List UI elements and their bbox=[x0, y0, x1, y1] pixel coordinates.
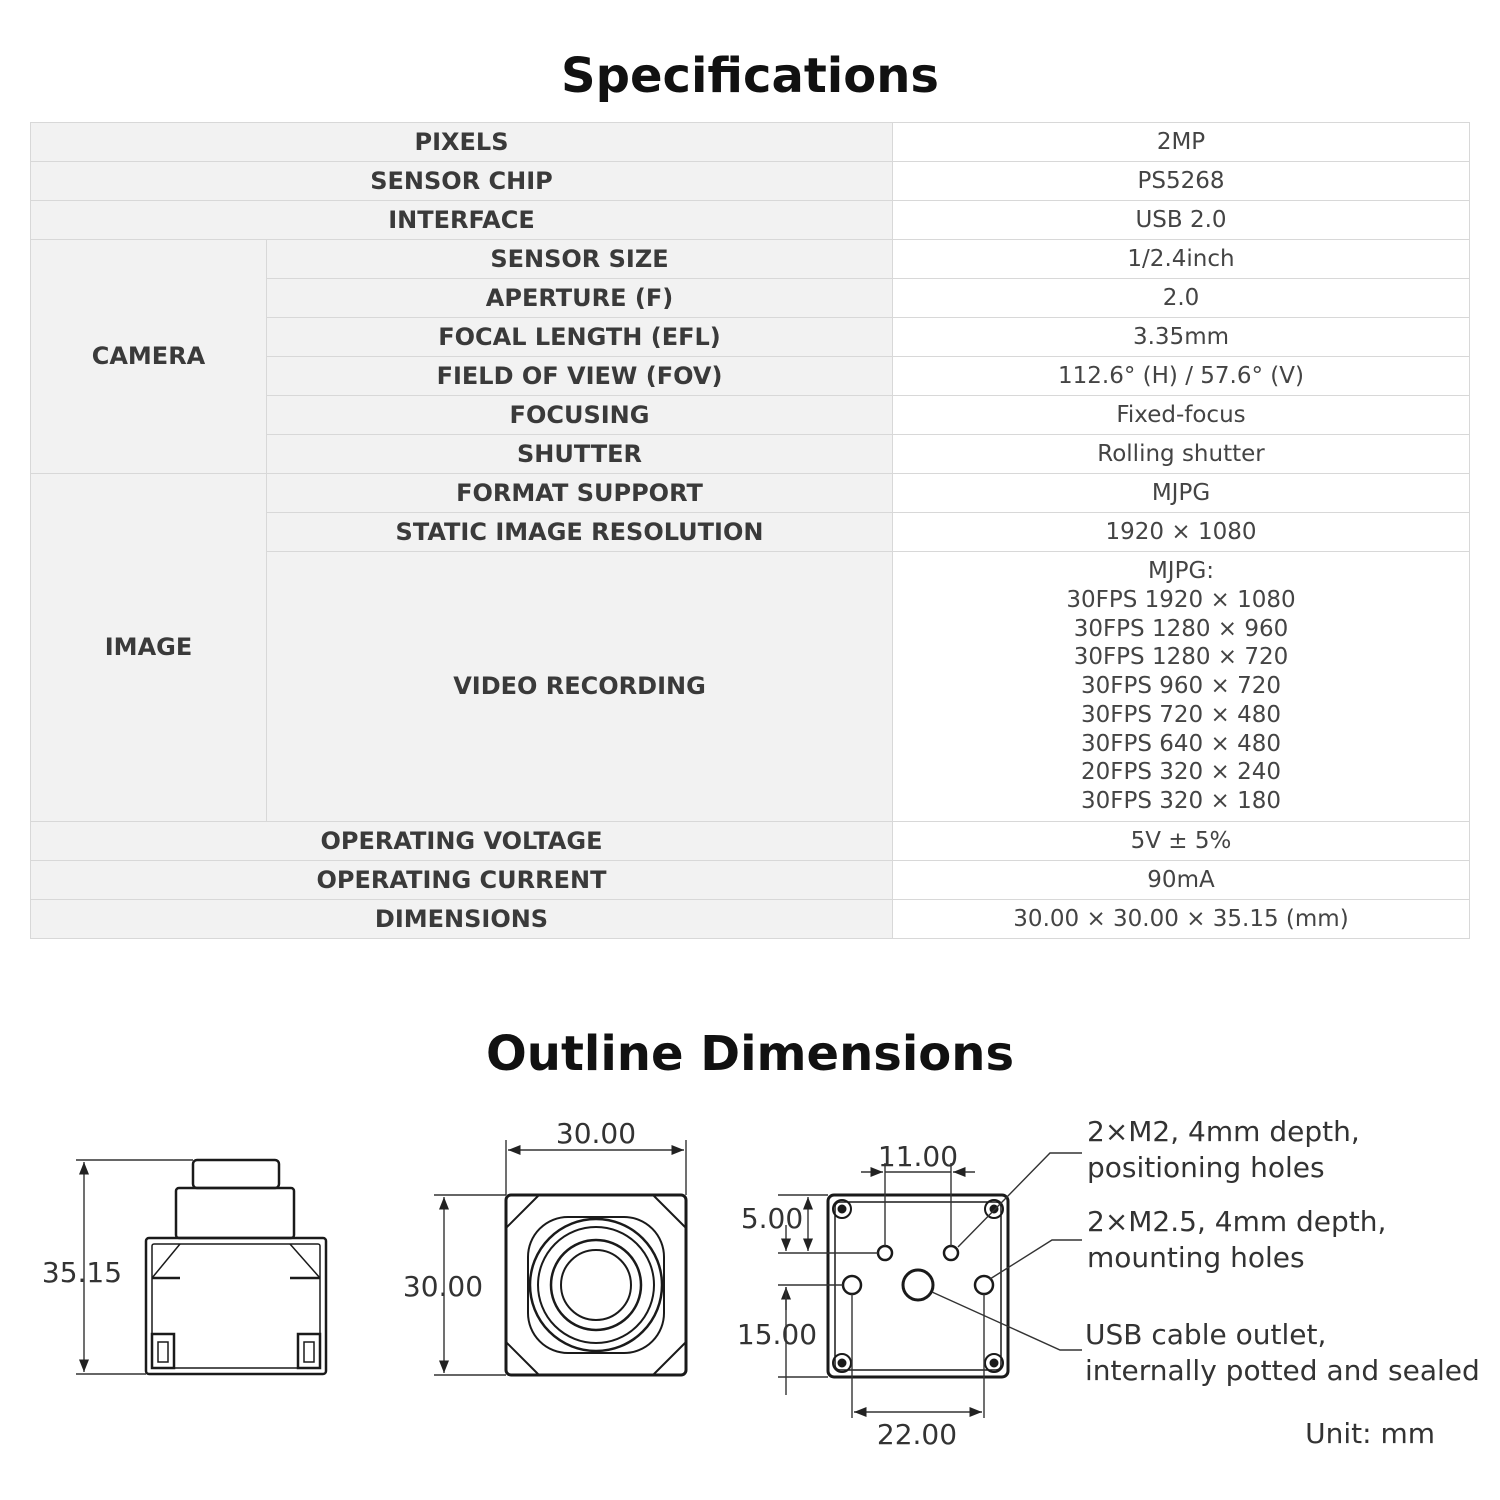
spec-label-shutter: SHUTTER bbox=[267, 435, 893, 474]
callout-m25-line2: mounting holes bbox=[1087, 1241, 1305, 1274]
side-view-drawing bbox=[146, 1160, 326, 1374]
spec-value-shutter: Rolling shutter bbox=[893, 435, 1470, 474]
back-top-dimension bbox=[861, 1163, 975, 1246]
spec-label-dimensions: DIMENSIONS bbox=[31, 900, 893, 939]
video-line: 30FPS 640 × 480 bbox=[1081, 730, 1281, 757]
video-line: MJPG: bbox=[1147, 557, 1215, 584]
spec-label-focal-length: FOCAL LENGTH (EFL) bbox=[267, 318, 893, 357]
spec-label-current: OPERATING CURRENT bbox=[31, 861, 893, 900]
spec-label-aperture: APERTURE (F) bbox=[267, 279, 893, 318]
dim-back-offset-top-label: 5.00 bbox=[740, 1202, 804, 1235]
video-line: 30FPS 1280 × 960 bbox=[1073, 615, 1289, 642]
video-line: 30FPS 320 × 180 bbox=[1081, 788, 1281, 815]
back-view-drawing bbox=[828, 1195, 1008, 1377]
video-line: 20FPS 320 × 240 bbox=[1081, 759, 1281, 786]
video-line: 30FPS 720 × 480 bbox=[1081, 701, 1281, 728]
spec-label-static-resolution: STATIC IMAGE RESOLUTION bbox=[267, 513, 893, 552]
dim-back-offset-side-label: 15.00 bbox=[736, 1318, 818, 1351]
spec-label-format-support: FORMAT SUPPORT bbox=[267, 474, 893, 513]
spec-value-focusing: Fixed-focus bbox=[893, 396, 1470, 435]
specifications-title: Specifications bbox=[561, 48, 939, 104]
unit-label: Unit: mm bbox=[1305, 1417, 1435, 1450]
usb-outlet-icon bbox=[903, 1270, 933, 1300]
spec-value-aperture: 2.0 bbox=[893, 279, 1470, 318]
spec-value-sensor-chip: PS5268 bbox=[893, 162, 1470, 201]
outline-dimensions-title: Outline Dimensions bbox=[485, 1026, 1015, 1082]
dim-front-width-label: 30.00 bbox=[555, 1117, 637, 1150]
video-line: 30FPS 1920 × 1080 bbox=[1066, 586, 1296, 613]
dim-back-bottom-label: 22.00 bbox=[876, 1418, 958, 1451]
spec-value-fov: 112.6° (H) / 57.6° (V) bbox=[893, 357, 1470, 396]
video-line: 30FPS 960 × 720 bbox=[1081, 673, 1281, 700]
dim-side-height-label: 35.15 bbox=[41, 1256, 123, 1289]
spec-value-format-support: MJPG bbox=[893, 474, 1470, 513]
dim-front-height-label: 30.00 bbox=[402, 1270, 484, 1303]
spec-label-video-recording: VIDEO RECORDING bbox=[267, 552, 893, 822]
spec-label-interface: INTERFACE bbox=[31, 201, 893, 240]
spec-label-focusing: FOCUSING bbox=[267, 396, 893, 435]
mounting-hole-icon bbox=[843, 1276, 993, 1294]
spec-value-dimensions: 30.00 × 30.00 × 35.15 (mm) bbox=[893, 900, 1470, 939]
spec-value-voltage: 5V ± 5% bbox=[893, 822, 1470, 861]
callout-usb-line2: internally potted and sealed bbox=[1085, 1354, 1480, 1387]
spec-group-image: IMAGE bbox=[31, 474, 267, 822]
spec-group-camera: CAMERA bbox=[31, 240, 267, 474]
back-bottom-dimension bbox=[852, 1294, 984, 1418]
callout-m25-line1: 2×M2.5, 4mm depth, bbox=[1087, 1205, 1387, 1238]
video-line: 30FPS 1280 × 720 bbox=[1073, 644, 1289, 671]
dim-back-top-label: 11.00 bbox=[877, 1140, 959, 1173]
callout-m2-line2: positioning holes bbox=[1087, 1151, 1325, 1184]
spec-label-voltage: OPERATING VOLTAGE bbox=[31, 822, 893, 861]
spec-value-interface: USB 2.0 bbox=[893, 201, 1470, 240]
spec-label-sensor-size: SENSOR SIZE bbox=[267, 240, 893, 279]
spec-value-pixels: 2MP bbox=[893, 123, 1470, 162]
spec-label-pixels: PIXELS bbox=[31, 123, 893, 162]
positioning-hole-icon bbox=[878, 1246, 958, 1260]
front-view-drawing bbox=[506, 1195, 686, 1375]
spec-value-current: 90mA bbox=[893, 861, 1470, 900]
callout-usb-line1: USB cable outlet, bbox=[1085, 1318, 1327, 1351]
spec-value-sensor-size: 1/2.4inch bbox=[893, 240, 1470, 279]
spec-value-focal-length: 3.35mm bbox=[893, 318, 1470, 357]
callout-m2-line1: 2×M2, 4mm depth, bbox=[1087, 1115, 1360, 1148]
spec-label-fov: FIELD OF VIEW (FOV) bbox=[267, 357, 893, 396]
spec-value-static-resolution: 1920 × 1080 bbox=[893, 513, 1470, 552]
spec-label-sensor-chip: SENSOR CHIP bbox=[31, 162, 893, 201]
